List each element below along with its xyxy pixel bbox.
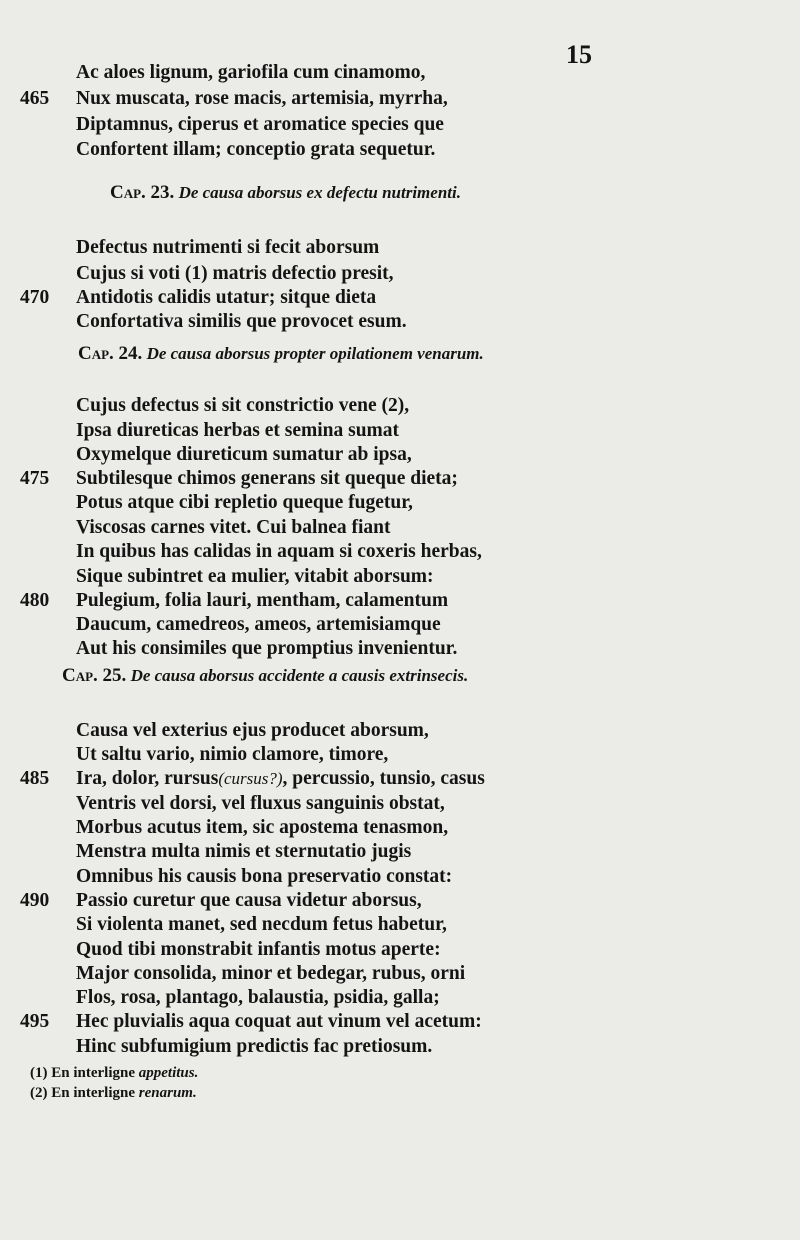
verse-line — [76, 541, 482, 563]
verse-text: Quod tibi monstrabit infantis motus aperte: — [76, 939, 441, 960]
chapter-title: De causa aborsus propter opilationem venarum. — [146, 344, 484, 363]
chapter-title: De causa aborsus accidente a causis extrinsecis. — [130, 666, 469, 685]
verse-text: Nux muscata, rose macis, artemisia, myrrha, — [76, 88, 448, 109]
verse-line — [76, 492, 413, 514]
verse-number: 475 — [20, 468, 50, 489]
verse-line — [76, 793, 445, 815]
verse-line — [76, 914, 447, 936]
verse-line — [76, 62, 425, 84]
chapter-heading — [78, 343, 484, 365]
verse-text: Morbus acutus item, sic apostema tenasmon, — [76, 817, 449, 838]
chapter-number: Cap. 23. — [110, 182, 175, 203]
verse-line — [76, 114, 444, 136]
verse-line — [76, 817, 448, 839]
verse-text: Confortativa similis que provocet esum. — [76, 311, 407, 332]
verse-number: 480 — [20, 590, 50, 611]
verse-line — [76, 263, 394, 285]
verse-line — [76, 287, 376, 309]
verse-number: 470 — [20, 287, 50, 308]
verse-text: Hinc subfumigium predictis fac pretiosum. — [76, 1036, 433, 1057]
verse-text: Sique subintret ea mulier, vitabit aborsum: — [76, 566, 434, 587]
chapter-number: Cap. 24. — [78, 343, 143, 364]
verse-number: 465 — [20, 88, 50, 109]
chapter-title: De causa aborsus ex defectu nutrimenti. — [178, 183, 461, 202]
verse-text: Oxymelque diureticum sumatur ab ipsa, — [76, 444, 412, 465]
verse-text: Aut his consimiles que promptius invenientur. — [76, 638, 458, 659]
verse-line — [76, 987, 440, 1009]
footnote — [30, 1084, 197, 1102]
verse-text: Flos, rosa, plantago, balaustia, psidia, galla; — [76, 987, 440, 1008]
footnote-mark: (1) — [30, 1065, 48, 1081]
verse-text-after: , percussio, tunsio, casus — [282, 768, 485, 789]
footnote-mark: (2) — [30, 1085, 48, 1101]
verse-line — [76, 939, 441, 961]
verse-line — [76, 395, 409, 417]
verse-text: Omnibus his causis bona preservatio constat: — [76, 866, 453, 887]
verse-line — [76, 744, 388, 766]
verse-line — [76, 1011, 482, 1033]
verse-text: Antidotis calidis utatur; sitque dieta — [76, 287, 377, 308]
chapter-number: Cap. 25. — [62, 665, 127, 686]
verse-text: Ut saltu vario, nimio clamore, timore, — [76, 744, 389, 765]
verse-line — [76, 768, 485, 790]
verse-text: Ipsa diureticas herbas et semina sumat — [76, 420, 400, 441]
verse-text: Ventris vel dorsi, vel fluxus sanguinis obstat, — [76, 793, 445, 814]
verse-text: Cujus si voti (1) matris defectio presit, — [76, 263, 394, 284]
verse-line — [76, 590, 448, 612]
verse-text: Menstra multa nimis et sternutatio jugis — [76, 841, 412, 862]
footnote — [30, 1064, 198, 1082]
verse-text: Confortent illam; conceptio grata sequetur. — [76, 139, 436, 160]
chapter-heading — [62, 665, 468, 687]
footnote-text: En interligne — [51, 1085, 136, 1101]
verse-text: Passio curetur que causa videtur aborsus, — [76, 890, 422, 911]
verse-text: Ac aloes lignum, gariofila cum cinamomo, — [76, 62, 426, 83]
verse-text: Daucum, camedreos, ameos, artemisiamque — [76, 614, 441, 635]
verse-text: Defectus nutrimenti si fecit aborsum — [76, 237, 380, 258]
verse-text: Ira, dolor, rursus — [76, 768, 219, 789]
verse-text: Causa vel exterius ejus producet aborsum, — [76, 720, 429, 741]
verse-line — [76, 88, 448, 110]
page-number: 15 — [566, 40, 592, 69]
verse-line — [76, 468, 458, 490]
verse-line — [76, 444, 412, 466]
verse-line — [76, 420, 399, 442]
verse-number: 485 — [20, 768, 50, 789]
verse-number: 495 — [20, 1011, 50, 1032]
chapter-heading — [110, 182, 461, 204]
verse-text: Subtilesque chimos generans sit queque dieta; — [76, 468, 458, 489]
verse-line — [76, 638, 457, 660]
verse-line — [76, 614, 441, 636]
verse-text: Diptamnus, ciperus et aromatice species que — [76, 114, 444, 135]
verse-line — [76, 566, 434, 588]
verse-line — [76, 1036, 432, 1058]
verse-number: 490 — [20, 890, 50, 911]
verse-line — [76, 139, 435, 161]
verse-line — [76, 890, 422, 912]
footnote-text: En interligne — [51, 1065, 136, 1081]
verse-line — [76, 841, 411, 863]
verse-line — [76, 237, 379, 259]
verse-line — [76, 963, 465, 985]
verse-text: Major consolida, minor et bedegar, rubus, orni — [76, 963, 466, 984]
verse-text: Hec pluvialis aqua coquat aut vinum vel acetum: — [76, 1011, 482, 1032]
footnote-word: renarum. — [138, 1085, 197, 1101]
footnote-word: appetitus. — [138, 1065, 199, 1081]
verse-line — [76, 311, 407, 333]
verse-text: Cujus defectus si sit constrictio vene (2), — [76, 395, 410, 416]
verse-text: Viscosas carnes vitet. Cui balnea fiant — [76, 517, 391, 538]
verse-line — [76, 720, 429, 742]
verse-line — [76, 866, 452, 888]
verse-text: Si violenta manet, sed necdum fetus habetur, — [76, 914, 447, 935]
verse-line — [76, 517, 391, 539]
verse-text: In quibus has calidas in aquam si coxeris herbas, — [76, 541, 482, 562]
verse-text: Pulegium, folia lauri, mentham, calamentum — [76, 590, 449, 611]
verse-text: Potus atque cibi repletio queque fugetur, — [76, 492, 413, 513]
editorial-insert: (cursus?) — [218, 769, 283, 788]
